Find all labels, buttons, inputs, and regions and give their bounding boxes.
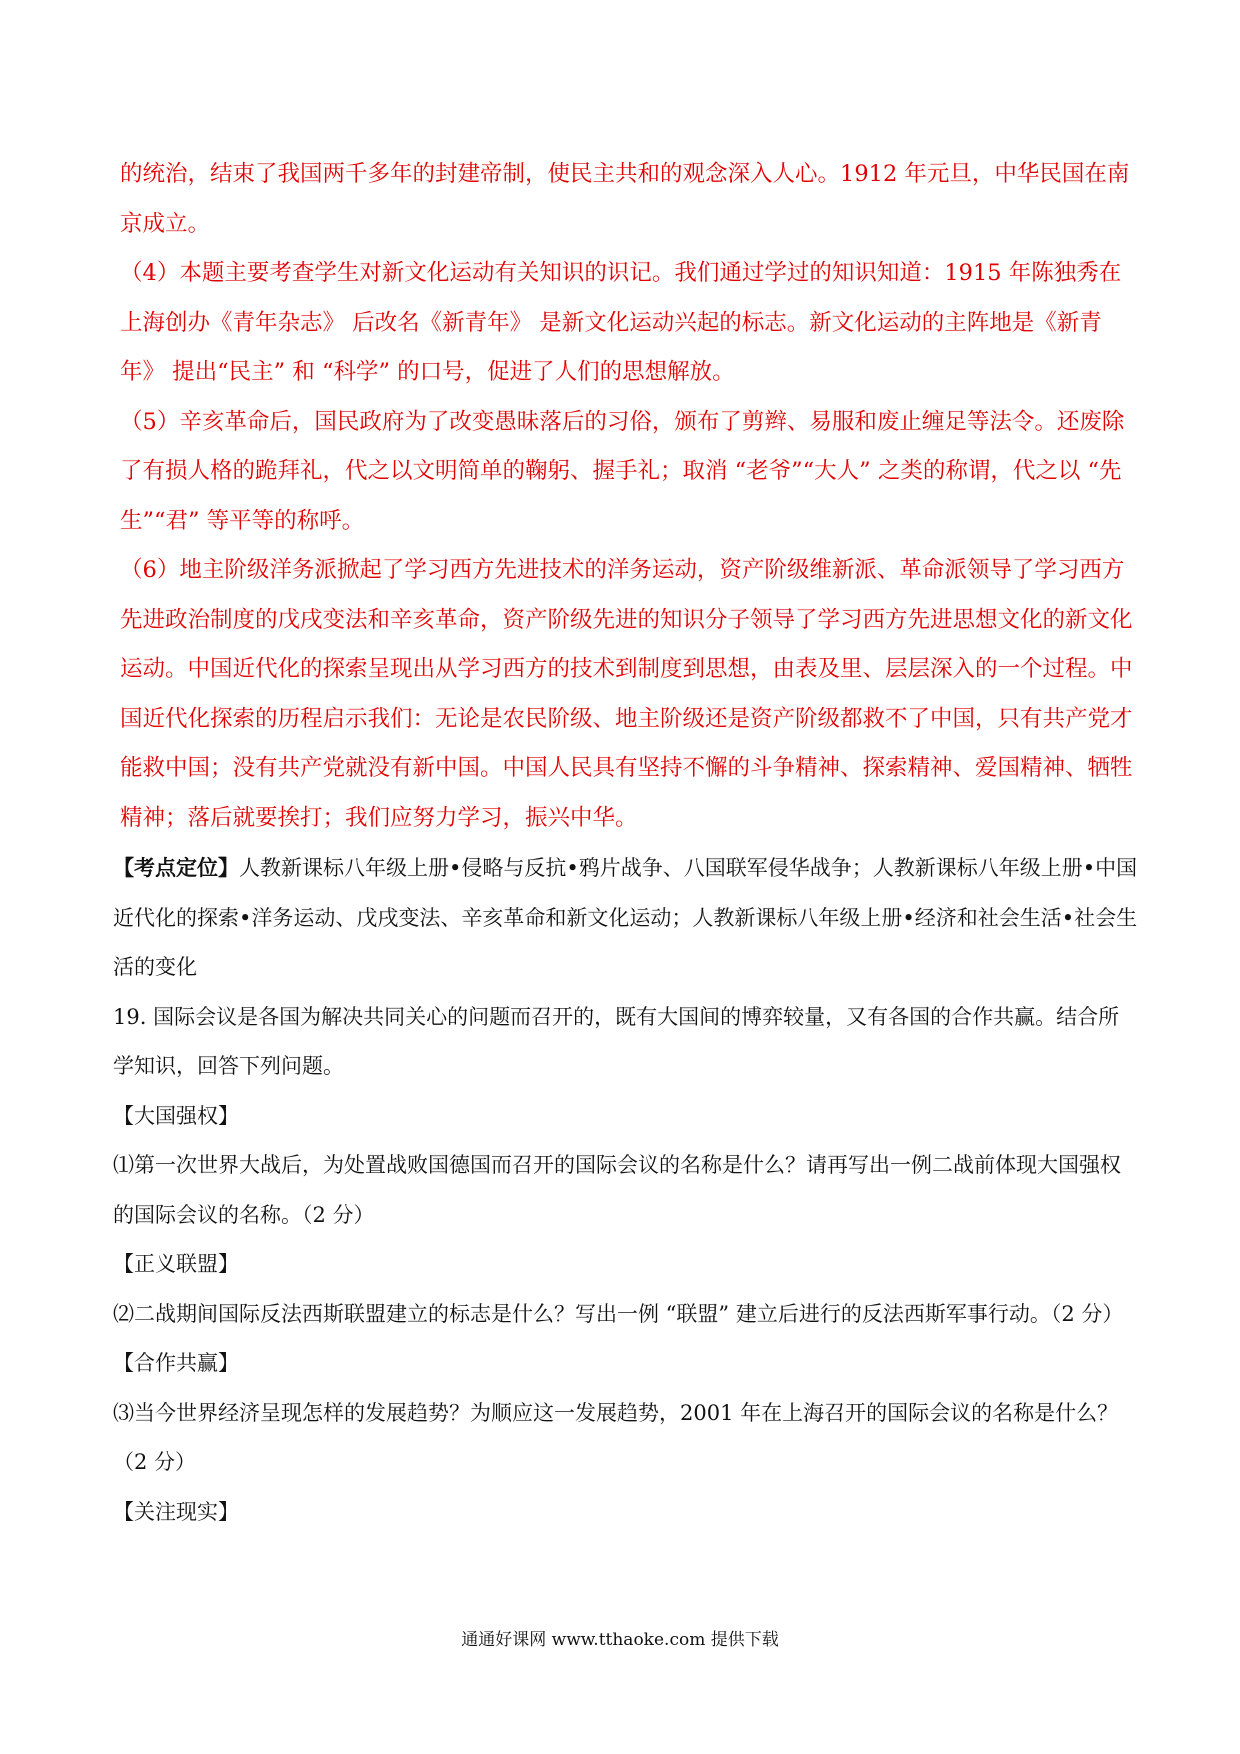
section-head-hezuo: 【合作共赢】 [113,1351,239,1375]
kaodian-tag: 【考点定位】 [113,855,239,880]
question-19-part-1: ⑴第一次世界大战后，为处置战败国德国而召开的国际会议的名称是什么？请再写出一例二战前体现大国强权的国际会议的名称。（2 分） [113,1153,1121,1227]
question-19-intro: 19. 国际会议是各国为解决共同关心的问题而召开的，既有大国间的博弈较量，又有各国的合作共赢。结合所学知识，回答下列问题。 [113,1004,1120,1078]
kaodian-text: 人教新课标八年级上册•侵略与反抗•鸦片战争、八国联军侵华战争；人教新课标八年级上册•中国近代化的探索•洋务运动、戊戌变法、辛亥革命和新文化运动；人教新课标八年级上册•经济和社会生活•社会生活的变化 [113,856,1138,979]
section-head-zhengyi: 【正义联盟】 [113,1252,239,1276]
answer-paragraph-3-end: 的统治，结束了我国两千多年的封建帝制，使民主共和的观念深入人心。1912 年元旦，中华民国在南京成立。 [120,161,1130,237]
question-block [113,843,1140,1537]
answer-paragraph-6: （6）地主阶级洋务派掀起了学习西方先进技术的洋务运动，资产阶级维新派、革命派领导了学习西方先进政治制度的戊戌变法和辛亥革命，资产阶级先进的知识分子领导了学习西方先进思想文化的新文化运动。中国近代化的探索呈现出从学习西方的技术到制度到思想，由表及里、层层深入的一个过程。中国近代化探索的历程启示我们：无论是农民阶级、地主阶级还是资产阶级都救不了中国，只有共产党才能救中国；没有共产党就没有新中国。中国人民具有坚持不懈的斗争精神、探索精神、爱国精神、牺牲精神；落后就要挨打；我们应努力学习，振兴中华。 [120,557,1133,831]
question-19-part-3: ⑶当今世界经济呈现怎样的发展趋势？为顺应这一发展趋势，2001 年在上海召开的国际会议的名称是什么？（2 分） [113,1400,1119,1474]
question-19-part-2: ⑵二战期间国际反法西斯联盟建立的标志是什么？写出一例 “联盟” 建立后进行的反法西斯军事行动。（2 分） [113,1301,1124,1326]
answer-paragraph-5: （5）辛亥革命后，国民政府为了改变愚昧落后的习俗，颁布了剪辫、易服和废止缠足等法令。还废除了有损人格的跪拜礼，代之以文明简单的鞠躬、握手礼；取消 “老爷”“大人” 之类的称谓，代之以 “先生”“君” 等平等的称呼。 [120,408,1125,534]
answer-explanation [120,150,1140,843]
section-head-daguo: 【大国强权】 [113,1103,239,1128]
page-footer: 通通好课网 www.tthaoke.com 提供下载 [461,1630,779,1650]
answer-paragraph-4: （4）本题主要考查学生对新文化运动有关知识的识记。我们通过学过的知识知道：1915 年陈独秀在上海创办《青年杂志》 后改名《新青年》 是新文化运动兴起的标志。新文化运动的主阵地是《新青年》 提出“民主” 和 “科学” 的口号，促进了人们的思想解放。 [120,260,1122,385]
kaodian-paragraph [113,843,1140,993]
section-head-guanzhu: 【关注现实】 [113,1499,239,1524]
